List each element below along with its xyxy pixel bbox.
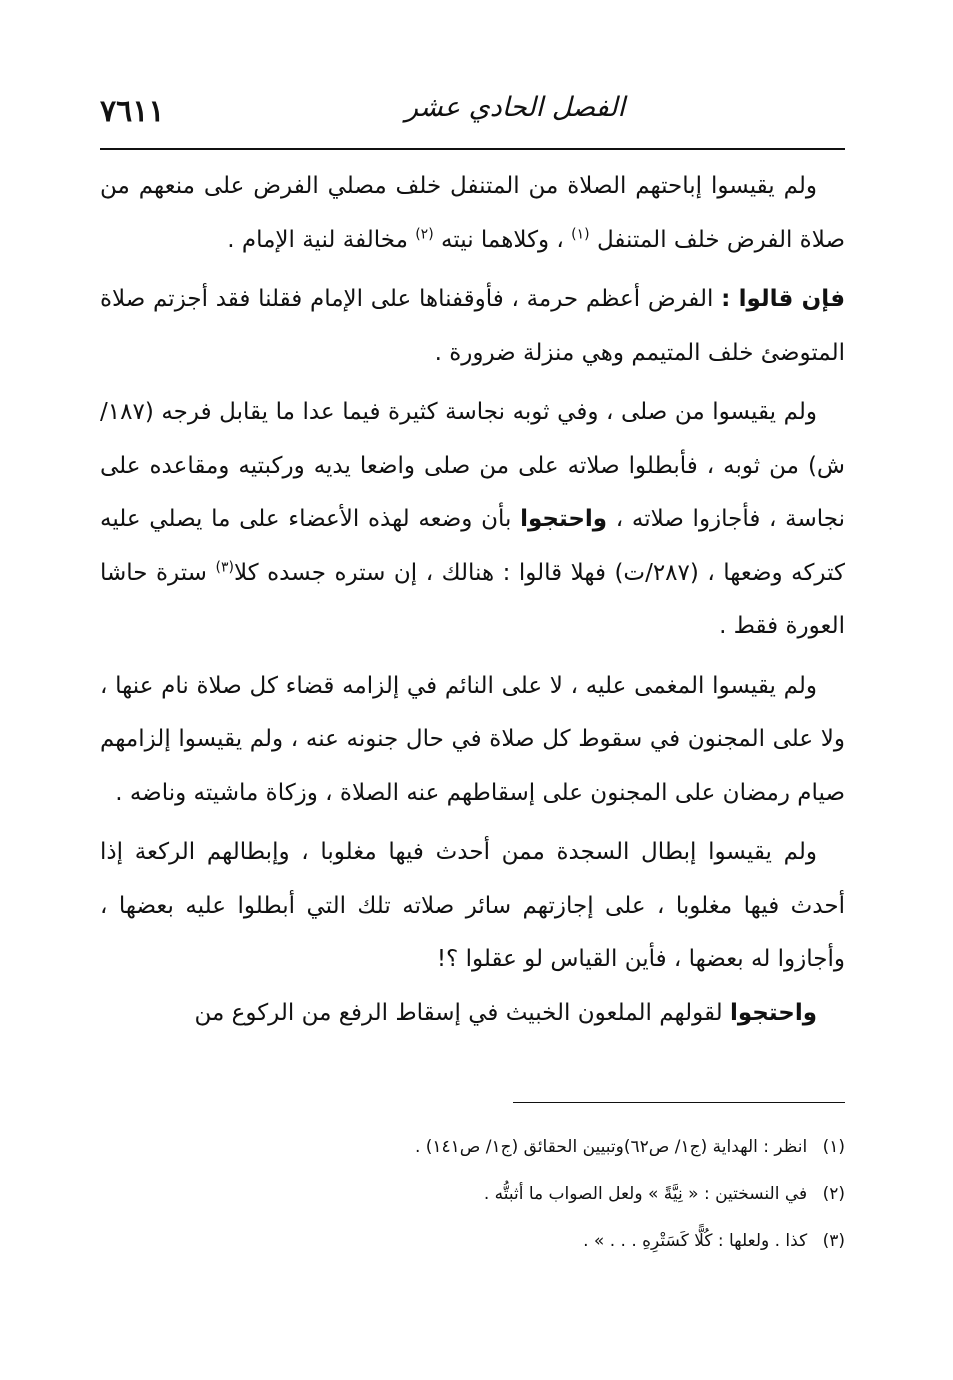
paragraph-6 [100, 987, 845, 1041]
paragraph-2-lead: فإن قالوا : [721, 286, 846, 312]
footnote-1-text: انظر : الهداية (ج١/ ص٦٢)وتبيين الحقائق (ج١/ ص١٤١) . [414, 1137, 808, 1157]
footnote-3-text: كذا . ولعلها : كُلًّا كَسَتْرِهِ . . . » . [583, 1231, 808, 1251]
footnote-1 [100, 1124, 845, 1171]
footnote-3 [100, 1218, 845, 1265]
footnote-2-text: في النسختين : « نِيَّةً » ولعل الصواب ما أثبتُّه . [483, 1184, 808, 1204]
footnote-ref-1[interactable]: (١) [571, 225, 590, 242]
paragraph-5-text: ولم يقيسوا إبطال السجدة ممن أحدث فيها مغلوبا ، وإبطالهم الركعة إذا أحدث فيها مغلوبا ، على إجازتهم سائر صلاته تلك التي أبطلوا عليه بعضها ، وأجازوا له بعضها ، فأين القياس لو عقلوا ؟! [100, 839, 845, 972]
paragraph-3-bold: واحتجوا [520, 506, 608, 532]
paragraph-1-text-c: مخالفة لنية الإمام . [227, 226, 408, 253]
footnote-rule [513, 1102, 845, 1103]
paragraph-2-text: الفرض أعظم حرمة ، فأوقفناها على الإمام فقلنا فقد أجزتم صلاة المتوضئ خلف المتيمم وهي منزلة ضرورة . [100, 286, 845, 366]
paragraph-1-text-a: ولم يقيسوا إباحتهم الصلاة من المتنفل خلف مصلي الفرض على منعهم من صلاة الفرض خلف المتنفل [100, 173, 845, 253]
header-rule [100, 148, 845, 150]
footnote-2-number: (٢) [822, 1184, 845, 1204]
paragraph-3 [100, 386, 845, 654]
paragraph-4 [100, 660, 845, 821]
paragraph-2 [100, 273, 845, 380]
paragraph-3-text-c: سترة حاشا العورة فقط . [100, 559, 845, 639]
page-number: ١١٦٧ [100, 94, 165, 129]
footnote-2 [100, 1171, 845, 1218]
paragraph-6-bold: واحتجوا [729, 999, 817, 1026]
footnote-1-number: (١) [822, 1137, 845, 1157]
footnote-ref-3[interactable]: (٣) [215, 558, 234, 575]
footnote-ref-2[interactable]: (٢) [415, 225, 434, 242]
paragraph-1-text-b: ، وكلاهما نيته [440, 226, 564, 253]
paragraph-1 [100, 160, 845, 267]
body-text [100, 160, 845, 1040]
running-head: الفصل الحادي عشر [404, 92, 626, 123]
paragraph-3-text-b: بأن وضعه لهذه الأعضاء على ما يصلي عليه كتركه وضعها ، (٢٨٧/ت) فهلا قالوا : هنالك ، إن ستره جسده كلا [100, 506, 845, 586]
paragraph-5 [100, 826, 845, 987]
page-header [100, 92, 845, 136]
footnotes [100, 1124, 845, 1265]
paragraph-4-text: ولم يقيسوا المغمى عليه ، لا على النائم في إلزامه قضاء كل صلاة نام عنها ، ولا على المجنون في سقوط كل صلاة في حال جنونه عنه ، ولم يقيسوا إلزامهم صيام رمضان على المجنون على إسقاطهم عنه الصلاة ، وزكاة ماشيته وناضه . [100, 672, 845, 806]
paragraph-6-text: لقولهم الملعون الخبيث في إسقاط الرفع من الركوع من [194, 999, 723, 1026]
paragraph-3-text-a: ولم يقيسوا من صلى ، وفي ثوبه نجاسة كثيرة فيما عدا ما يقابل فرجه (١٨٧/ش) من ثوبه ، فأبطلوا صلاته على من صلى واضعا يديه وركبتيه ومقاعده على نجاسة ، فأجازوا صلاته ، [100, 399, 846, 532]
footnote-3-number: (٣) [822, 1231, 845, 1251]
